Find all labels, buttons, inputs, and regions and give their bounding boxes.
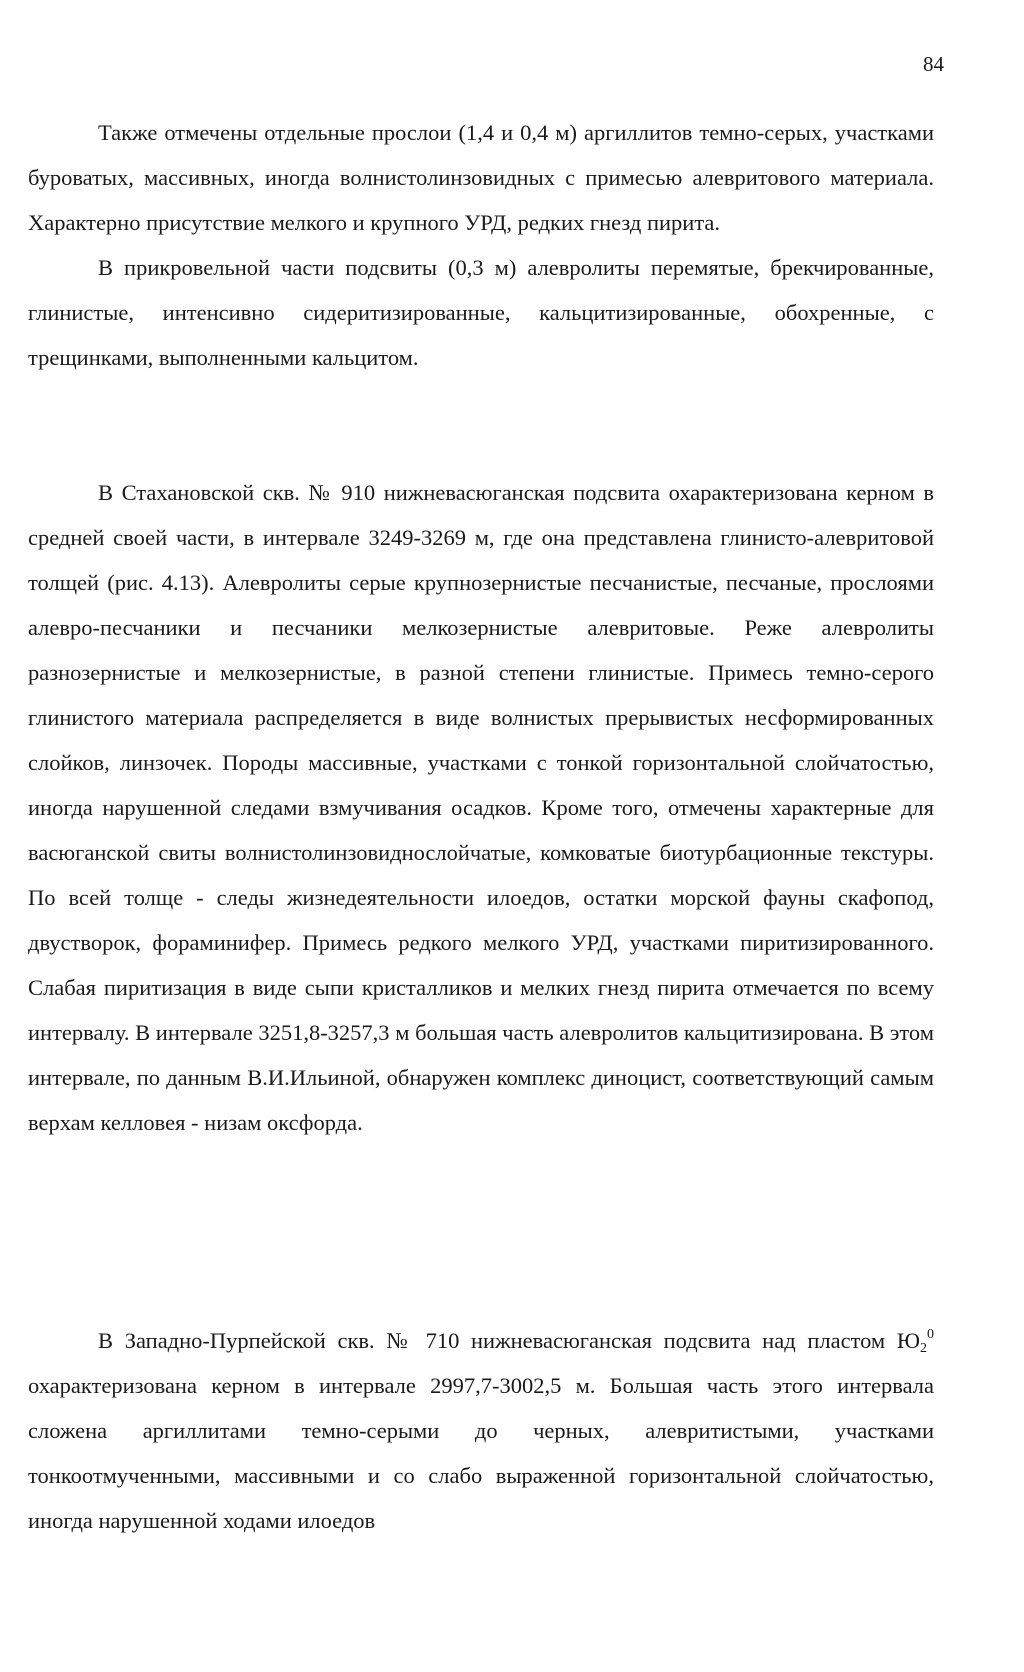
paragraph-2: В прикровельной части подсвиты (0,3 м) алевролиты перемятые, брекчированные, глинистые, интенсивно сидеритизированные, кальцитизированные, обохренные, с трещинками, выполненными кальцитом.	[28, 255, 934, 370]
text-block-bottom	[28, 1318, 934, 1543]
formation-superscript: 0	[927, 1327, 934, 1342]
formation-subscript: 2	[920, 1341, 927, 1356]
text-block-middle	[28, 470, 934, 1145]
text-block-top	[28, 110, 934, 380]
paragraph-1: Также отмечены отдельные прослои (1,4 и 0,4 м) аргиллитов темно-серых, участками буроватых, массивных, иногда волнистолинзовидных с примесью алевритового материала. Характерно присутствие мелкого и крупного УРД, редких гнезд пирита.	[28, 120, 934, 235]
page-number: 84	[923, 52, 944, 76]
paragraph-3: В Стахановской скв. № 910 нижневасюганская подсвита охарактеризована керном в средней своей части, в интервале 3249-3269 м, где она представлена глинисто-алевритовой толщей (рис. 4.13). Алевролиты серые крупнозернистые песчанистые, песчаные, прослоями алевро-песчаники и песчаники мелкозернистые алевритовые. Реже алевролиты разнозернистые и мелкозернистые, в разной степени глинистые. Примесь темно-серого глинистого материала распределяется в виде волнистых прерывистых несформированных слойков, линзочек. Породы массивные, участками с тонкой горизонтальной слойчатостью, иногда нарушенной следами взмучивания осадков. Кроме того, отмечены характерные для васюганской свиты волнистолинзовиднослойчатые, комковатые биотурбационные текстуры. По всей толще - следы жизнедеятельности илоедов, остатки морской фауны скафопод, двустворок, фораминифер. Примесь редкого мелкого УРД, участками пиритизированного. Слабая пиритизация в виде сыпи кристалликов и мелких гнезд пирита отмечается по всему интервалу. В интервале 3251,8-3257,3 м большая часть алевролитов кальцитизирована. В этом интервале, по данным В.И.Ильиной, обнаружен комплекс диноцист, соответствующий самым верхам келловея - низам оксфорда.	[28, 480, 934, 1135]
paragraph-4-part-1: В Западно-Пурпейской скв. № 710 нижневасюганская подсвита над пластом Ю	[98, 1328, 920, 1353]
paragraph-4-part-2: охарактеризована керном в интервале 2997,7-3002,5 м. Большая часть этого интервала сложена аргиллитами темно-серыми до черных, алевритистыми, участками тонкоотмученными, массивными и со слабо выраженной горизонтальной слойчатостью, иногда нарушенной ходами илоедов	[28, 1373, 934, 1533]
paragraph-4	[28, 1318, 934, 1543]
